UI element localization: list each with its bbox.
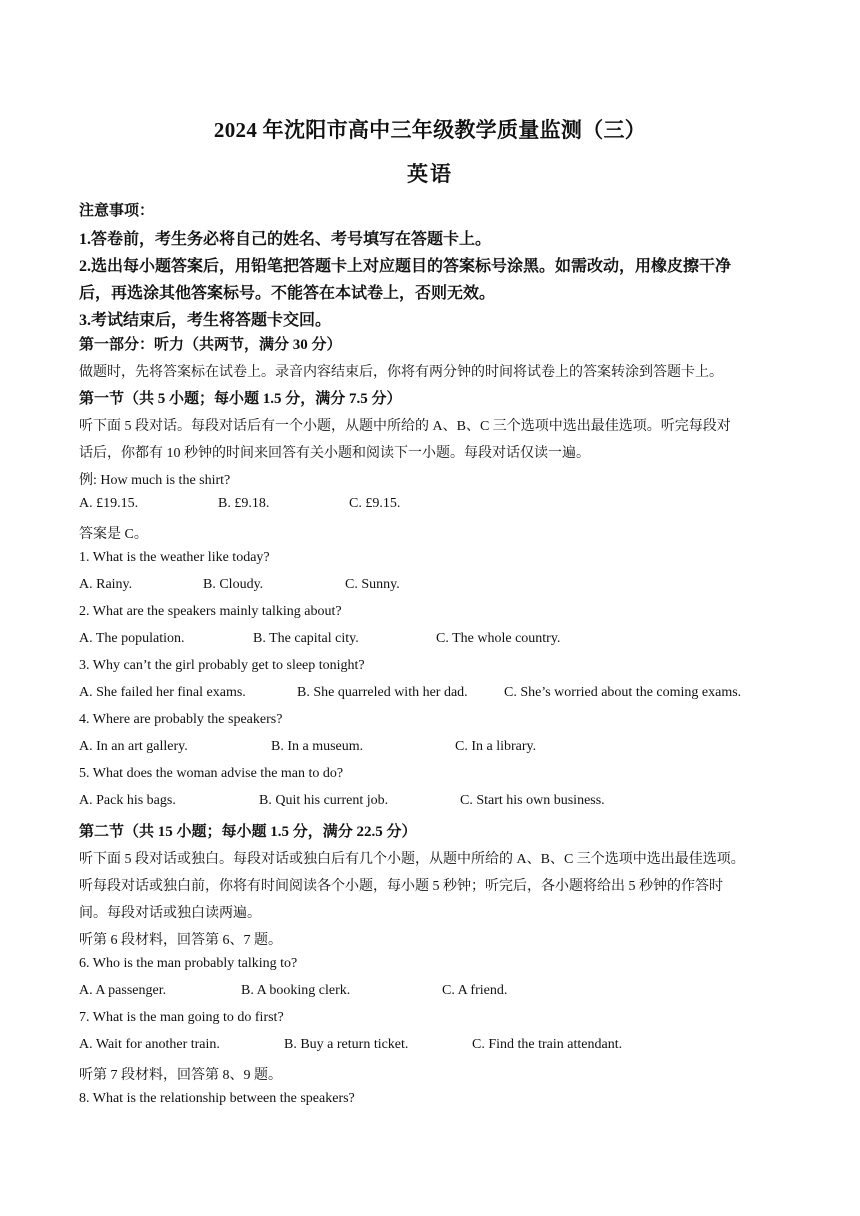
question-6-option-c: C. A friend. (442, 983, 508, 998)
part1-intro: 做题时，先将答案标在试卷上。录音内容结束后，你将有两分钟的时间将试卷上的答案转涂到答题卡上。 (79, 365, 723, 380)
question-2-option-b: B. The capital city. (253, 631, 359, 646)
example-question: 例: How much is the shirt? (79, 473, 231, 488)
question-4-option-a: A. In an art gallery. (79, 739, 188, 754)
section2-intro-line-3: 间。每段对话或独白读两遍。 (79, 906, 261, 921)
question-2: 2. What are the speakers mainly talking about? (79, 604, 342, 619)
section1-intro-line-1: 听下面 5 段对话。每段对话后有一个小题，从题中所给的 A、B、C 三个选项中选出最佳选项。听完每段对 (79, 419, 731, 434)
section2-heading: 第二节（共 15 小题；每小题 1.5 分，满分 22.5 分） (79, 824, 417, 840)
exam-title: 2024 年沈阳市高中三年级教学质量监测（三） (213, 118, 647, 142)
example-option-c: C. £9.15. (349, 496, 401, 511)
notice-item-1: 1.答卷前，考生务必将自己的姓名、考号填写在答题卡上。 (79, 231, 492, 248)
section2-intro-line-1: 听下面 5 段对话或独白。每段对话或独白后有几个小题，从题中所给的 A、B、C 三个选项中选出最佳选项。 (79, 852, 745, 867)
notice-item-3: 3.考试结束后，考生将答题卡交回。 (79, 312, 332, 329)
question-7-option-c: C. Find the train attendant. (472, 1037, 623, 1052)
question-1-option-b: B. Cloudy. (203, 577, 264, 592)
material-7-instruction: 听第 7 段材料，回答第 8、9 题。 (79, 1068, 282, 1083)
question-2-option-a: A. The population. (79, 631, 185, 646)
notice-heading: 注意事项： (79, 203, 155, 219)
question-4-option-c: C. In a library. (455, 739, 537, 754)
question-1-option-c: C. Sunny. (345, 577, 400, 592)
part1-heading: 第一部分：听力（共两节，满分 30 分） (79, 337, 342, 353)
question-8: 8. What is the relationship between the speakers? (79, 1091, 355, 1106)
exam-subject: 英语 (407, 162, 453, 186)
question-6-option-b: B. A booking clerk. (241, 983, 351, 998)
section1-heading: 第一节（共 5 小题；每小题 1.5 分，满分 7.5 分） (79, 391, 402, 407)
question-7-option-a: A. Wait for another train. (79, 1037, 220, 1052)
example-option-b: B. £9.18. (218, 496, 270, 511)
question-4: 4. Where are probably the speakers? (79, 712, 283, 727)
question-5-option-c: C. Start his own business. (460, 793, 605, 808)
question-3-option-a: A. She failed her final exams. (79, 685, 246, 700)
example-option-a: A. £19.15. (79, 496, 139, 511)
section2-intro-line-2: 听每段对话或独白前，你将有时间阅读各个小题，每小题 5 秒钟；听完后，各小题将给出 5 秒钟的作答时 (79, 879, 723, 894)
question-3-option-c: C. She’s worried about the coming exams. (504, 685, 742, 700)
notice-item-2-line-1: 2.选出每小题答案后，用铅笔把答题卡上对应题目的答案标号涂黑。如需改动，用橡皮擦干净 (79, 258, 732, 275)
question-5-option-b: B. Quit his current job. (259, 793, 389, 808)
question-3-option-b: B. She quarreled with her dad. (297, 685, 468, 700)
question-6-option-a: A. A passenger. (79, 983, 167, 998)
question-6: 6. Who is the man probably talking to? (79, 956, 298, 971)
question-4-option-b: B. In a museum. (271, 739, 364, 754)
section1-intro-line-2: 话后，你都有 10 秒钟的时间来回答有关小题和阅读下一小题。每段对话仅读一遍。 (79, 446, 590, 461)
example-answer: 答案是 C。 (79, 527, 148, 542)
question-7-option-b: B. Buy a return ticket. (284, 1037, 409, 1052)
question-1: 1. What is the weather like today? (79, 550, 270, 565)
question-5: 5. What does the woman advise the man to do? (79, 766, 344, 781)
question-2-option-c: C. The whole country. (436, 631, 561, 646)
question-7: 7. What is the man going to do first? (79, 1010, 284, 1025)
question-1-option-a: A. Rainy. (79, 577, 133, 592)
notice-item-2-line-2: 后，再选涂其他答案标号。不能答在本试卷上，否则无效。 (79, 285, 496, 302)
material-6-instruction: 听第 6 段材料，回答第 6、7 题。 (79, 933, 282, 948)
question-5-option-a: A. Pack his bags. (79, 793, 176, 808)
question-3: 3. Why can’t the girl probably get to sleep tonight? (79, 658, 365, 673)
